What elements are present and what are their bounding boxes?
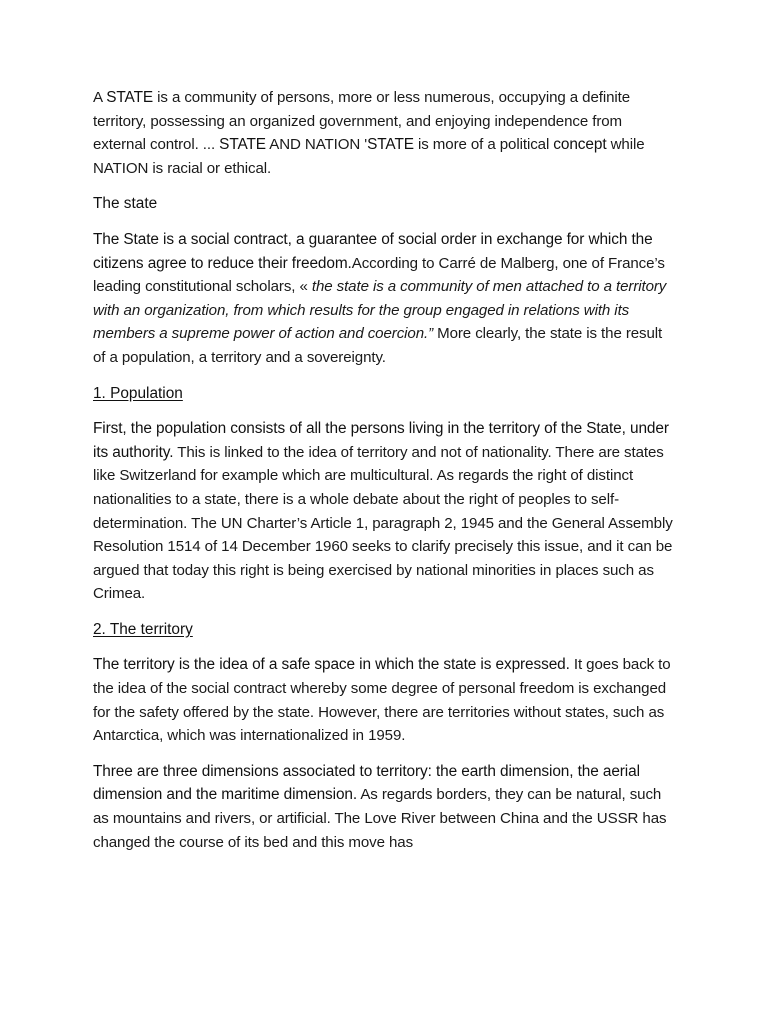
dimensions-lead-sentence: Three are three dimensions associated to territory: the earth dimension, the aerial dimension and the maritime dimension. (93, 762, 640, 804)
term-concept: concept (553, 136, 607, 154)
territory-text: It goes back to the idea of the social contract whereby some degree of personal freedom is exchanged for the safety offered by the state. However, there are territories without states, such as Antarctica, which was internationalized in 1959. (93, 656, 671, 745)
population-lead-sentence: First, the population consists of all the persons living in the territory of the State, under its authority. (93, 420, 669, 461)
intro-text: is more of a political (413, 136, 554, 154)
heading-territory: 2. The territory (93, 620, 193, 638)
state-text: More clearly, the state is the result of a population, a territory and a sovereignty. (93, 325, 663, 366)
term-state: STATE (106, 89, 154, 106)
term-state: STATE (367, 136, 414, 154)
intro-paragraph (93, 86, 678, 180)
territory-paragraph (93, 653, 678, 747)
intro-text: A (93, 89, 107, 106)
heading-population: 1. Population (93, 384, 183, 402)
state-text: According to Carré de Malberg, one of France’s leading constitutional scholars, « (93, 254, 665, 296)
state-paragraph (93, 228, 678, 370)
intro-text: AND NATION ' (265, 136, 368, 154)
heading-the-state: The state (93, 195, 158, 213)
dimensions-paragraph (93, 760, 678, 854)
population-paragraph (93, 417, 678, 606)
malberg-quote: the state is a community of men attached to a territory with an organization, from which results for the group engaged in relations with its members a supreme power of action and coercion.” (93, 278, 667, 343)
term-state: STATE (219, 136, 266, 154)
population-text: This is linked to the idea of territory and not of nationality. There are states like Switzerland for example which are multicultural. As regards the right of distinct nationalities to a state, there is a whole debate about the right of peoples to self-determination. The UN Charter’s Article 1, paragraph 2, 1945 and the General Assembly Resolution 1514 of 14 December 1960 seeks to clarify precisely this issue, and it can be argued that today this right is being exercised by national minorities in places such as Crimea. (93, 443, 673, 603)
state-lead-sentence: The State is a social contract, a guarantee of social order in exchange for which the citizens agree to reduce their freedom. (93, 230, 653, 272)
dimensions-text: As regards borders, they can be natural, such as mountains and rivers, or artificial. The Love River between China and the USSR has changed the course of its bed and this move has (93, 786, 667, 851)
intro-text: while NATION is racial or ethical. (93, 136, 645, 177)
territory-lead-sentence: The territory is the idea of a safe space in which the state is expressed. (93, 656, 570, 674)
intro-text: is a community of persons, more or less numerous, occupying a definite territory, possessing an organized government, and enjoying independence from external control. ... (93, 89, 631, 154)
document-page (93, 86, 678, 866)
